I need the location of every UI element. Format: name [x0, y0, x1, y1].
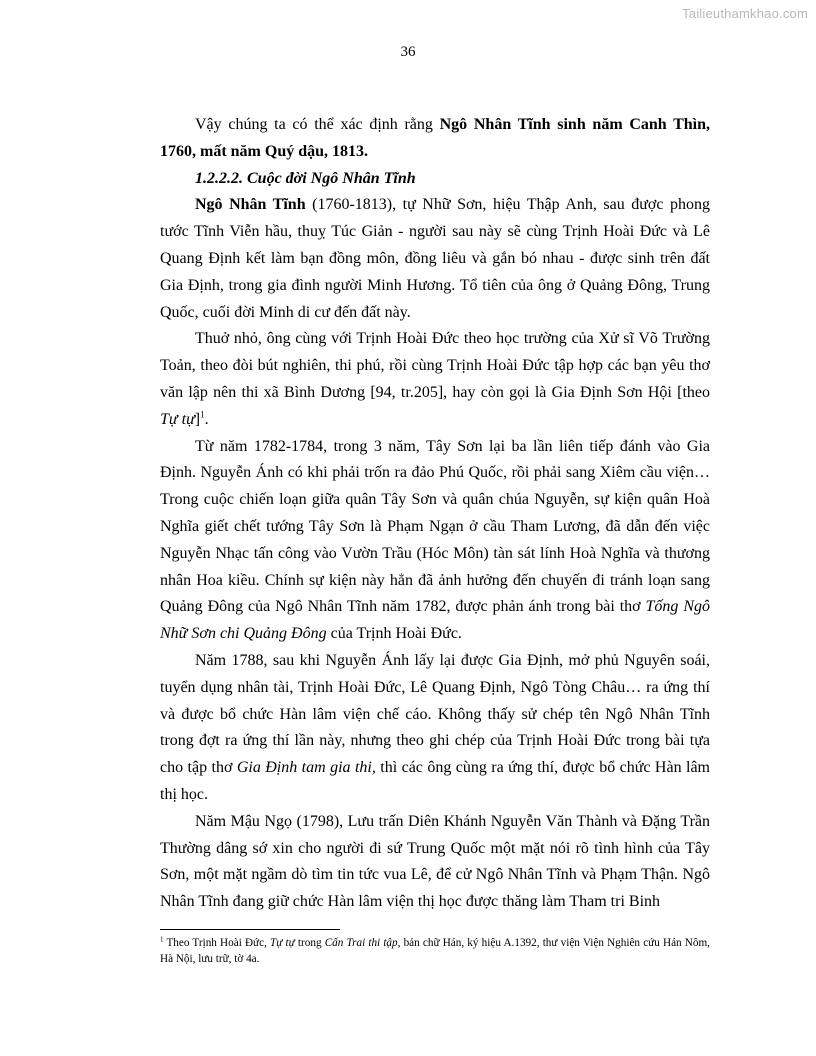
conclusion-bold: Ngô Nhân Tĩnh sinh năm Canh Thìn, 1760, mất năm Quý dậu, 1813.: [160, 116, 711, 160]
childhood-text-2: ]: [194, 410, 201, 428]
section-heading: 1.2.2.2. Cuộc đời Ngô Nhân Tĩnh: [195, 169, 416, 187]
page-number: 36: [400, 44, 416, 60]
p1798-text: Năm Mậu Ngọ (1798), Lưu trấn Diên Khánh Nguyễn Văn Thành và Đặng Trần Thường dâng sớ xin cho người đi sứ Trung Quốc một mặt nói rõ tình hình của Tây Sơn, một mặt ngầm dò tìm tin tức vua Lê, để cử Ngô Nhân Tĩnh và Phạm Thận. Ngô Nhân Tĩnh đang giữ chức Hàn lâm viện thị học được thăng làm Tham tri Binh: [160, 812, 710, 911]
p1788-text: Năm 1788, sau khi Nguyễn Ánh lấy lại được Gia Định, mở phủ Nguyên soái, tuyển dụng nhân tài, Trịnh Hoài Đức, Lê Quang Định, Ngô Tòng Châu… ra ứng thí và được bổ chức Hàn lâm viện chế cáo. Không thấy sử chép tên Ngô Nhân Tĩnh trong đợt ra ứng thí lần này, nhưng theo ghi chép của Trịnh Hoài Đức trong bài tựa cho tập thơ: [160, 651, 710, 777]
intro-text: (1760-1813), tự Nhữ Sơn, hiệu Thập Anh, sau được phong tước Tĩnh Viễn hầu, thuỵ Túc Giản - người sau này sẽ cùng Trịnh Hoài Đức và Lê Quang Định kết làm bạn đồng môn, đồng liêu và gắn bó nhau - được sinh trên đất Gia Định, trong gia đình người Minh Hương. Tổ tiên của ông ở Quảng Đông, Trung Quốc, cuối đời Minh di cư đến đất này.: [160, 196, 711, 321]
childhood-text: Thuở nhỏ, ông cùng với Trịnh Hoài Đức theo học trường của Xử sĩ Võ Trường Toản, theo đòi bút nghiên, thi phú, rồi cùng Trịnh Hoài Đức tập hợp các bạn yêu thơ văn lập nên thi xã Bình Dương [94, tr.205], hay còn gọi là Gia Định Sơn Hội [theo: [160, 330, 710, 401]
paragraph-1788: [160, 648, 710, 809]
intro-name-bold: Ngô Nhân Tĩnh: [195, 196, 306, 214]
paragraph-tayson: [160, 434, 710, 648]
footnote-divider: [160, 929, 340, 930]
tayson-text: Từ năm 1782-1784, trong 3 năm, Tây Sơn lại ba lần liên tiếp đánh vào Gia Định. Nguyễn Ánh có khi phải trốn ra đảo Phú Quốc, rồi phải sang Xiêm cầu viện… Trong cuộc chiến loạn giữa quân Tây Sơn và quân chúa Nguyễn, sự kiện quân Hoà Nghĩa giết chết tướng Tây Sơn là Phạm Ngạn ở cầu Tham Lương, đã dẫn đến việc Nguyễn Nhạc tấn công vào Vườn Trầu (Hóc Môn) tàn sát lính Hoà Nghĩa và thương nhân Hoa kiều. Chính sự kiện này hẳn đã ảnh hưởng đến chuyến đi tránh loạn sang Quảng Đông của Ngô Nhân Tĩnh năm 1782, được phản ánh trong bài thơ: [160, 437, 710, 616]
footnote-italic-1: Tự tự: [270, 937, 295, 949]
footnote-text: Theo Trịnh Hoài Đức,: [163, 937, 271, 949]
childhood-italic: Tự tự: [160, 410, 195, 428]
paragraph-1798: [160, 809, 710, 916]
main-text: [160, 112, 710, 916]
p1788-italic: Gia Định tam gia thi,: [236, 759, 376, 777]
footnote-text-3: , bản chữ Hán, ký hiệu A.1392, thư viện Viện Nghiên cứu Hán Nôm, Hà Nội, lưu trữ, tờ 4a.: [160, 937, 710, 965]
watermark: Tailieuthamkhao.com: [682, 6, 808, 21]
paragraph-intro: [160, 192, 710, 326]
p1788-text-2: thì các ông cùng ra ứng thí, được bổ chức Hàn lâm thị học.: [160, 759, 710, 803]
footnote-text-2: trong: [294, 937, 325, 949]
paragraph-childhood: [160, 326, 710, 433]
conclusion-text: Vậy chúng ta có thể xác định rằng: [195, 116, 440, 133]
childhood-text-3: .: [204, 410, 209, 428]
footnote-italic-2: Cấn Trai thi tập: [324, 937, 398, 949]
tayson-italic: Tống Ngô Nhữ Sơn chi Quảng Đông: [160, 598, 710, 643]
footnote-number: 1: [160, 935, 164, 944]
paragraph-conclusion: [160, 112, 710, 166]
footnote-ref[interactable]: 1: [200, 409, 205, 420]
tayson-text-2: của Trịnh Hoài Đức.: [326, 625, 462, 643]
footnote: [160, 936, 710, 967]
